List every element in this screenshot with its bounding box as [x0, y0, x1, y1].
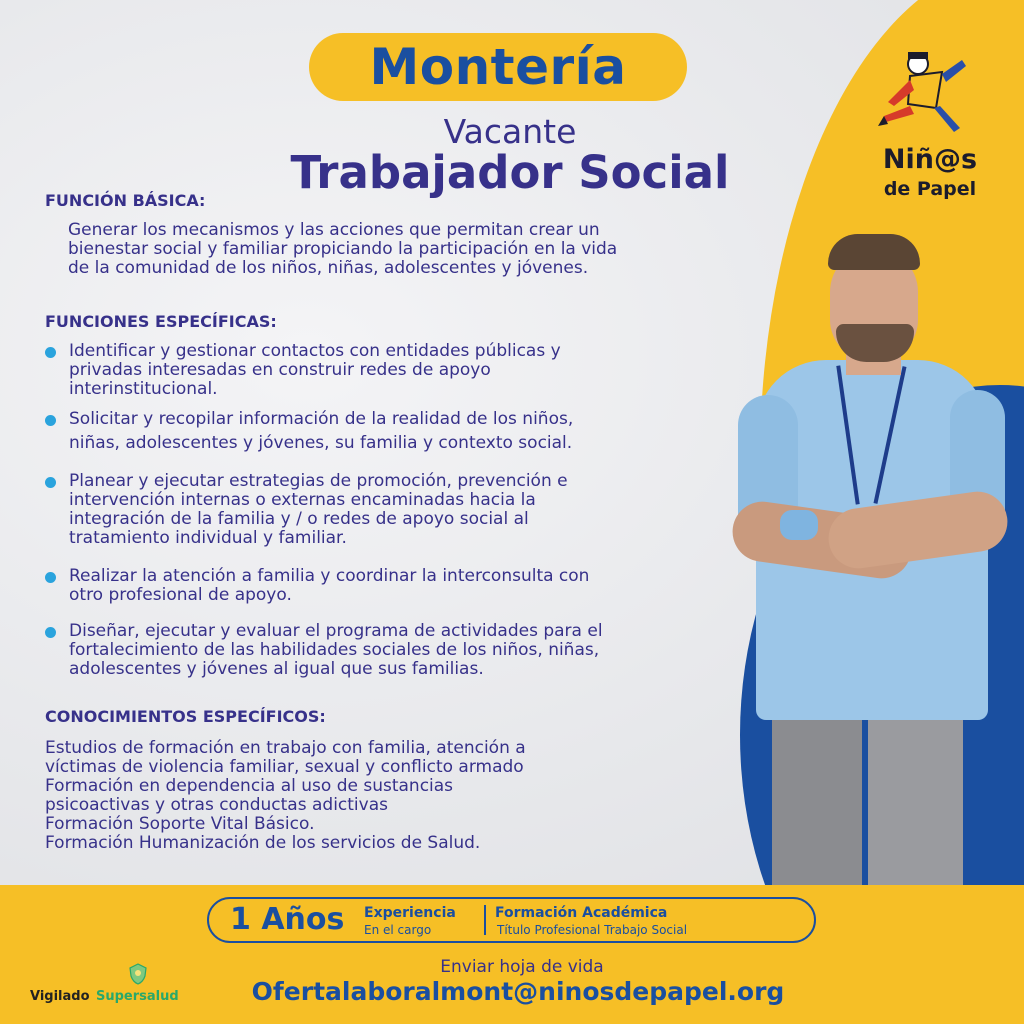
vacancy-label: Vacante [443, 112, 577, 151]
city-title: Montería [309, 33, 687, 101]
send-cv-label: Enviar hoja de vida [440, 957, 604, 977]
list-item: Diseñar, ejecutar y evaluar el programa de actividades para el fortalecimiento de las habilidades sociales de los niños, niñas, adolescentes y jóvenes al igual que sus familias. [45, 622, 745, 679]
role-title: Trabajador Social [290, 146, 730, 199]
list-item: Realizar la atención a familia y coordinar la interconsulta con otro profesional de apoyo. [45, 567, 745, 605]
pill-divider [484, 905, 486, 935]
bullet-dot-icon [45, 477, 56, 488]
contact-email-link[interactable]: Ofertalaboralmont@ninosdepapel.org [251, 977, 785, 1006]
list-item: Planear y ejecutar estrategias de promoción, prevención e intervención internas o externas encaminadas hacia la integración de la familia y / o redes de apoyo social al tratamiento individual y familiar. [45, 472, 745, 548]
basic-function-text: Generar los mecanismos y las acciones que permitan crear un bienestar social y familiar propiciando la participación en la vida de la comunidad de los niños, niñas, adolescentes y jóvenes. [68, 220, 618, 278]
supersalud-shield-icon [126, 962, 150, 986]
bullet-dot-icon [45, 572, 56, 583]
experience-subtitle: En el cargo [364, 923, 432, 937]
academic-subtitle: Título Profesional Trabajo Social [497, 923, 688, 937]
specific-functions-heading: FUNCIONES ESPECÍFICAS: [45, 312, 277, 331]
vigilado-label: Vigilado [30, 989, 90, 1004]
list-item: Identificar y gestionar contactos con entidades públicas y privadas interesadas en construir redes de apoyo interinstitucional. [45, 342, 745, 399]
logo-text-ninos: Niñ@s [882, 144, 978, 175]
knowledge-heading: CONOCIMIENTOS ESPECÍFICOS: [45, 707, 326, 726]
bullet-dot-icon [45, 627, 56, 638]
supersalud-label: Supersalud [96, 989, 179, 1004]
logo-text-de-papel: de Papel [883, 178, 977, 200]
experience-years: 1 Años [230, 902, 345, 937]
person-photo [728, 220, 1018, 885]
experience-title: Experiencia [364, 905, 456, 921]
knowledge-text: Estudios de formación en trabajo con familia, atención a víctimas de violencia familiar, sexual y conflicto armado Formación en dependencia al uso de sustancias psicoactivas y otras conductas adictivas Formación Soporte Vital Básico. Formación Humanización de los servicios de Salud. [45, 738, 526, 853]
bullet-dot-icon [45, 415, 56, 426]
basic-function-heading: FUNCIÓN BÁSICA: [45, 191, 206, 210]
ninos-de-papel-logo [870, 50, 990, 210]
list-item: Solicitar y recopilar información de la realidad de los niños, niñas, adolescentes y jóvenes, su familia y contexto social. [45, 410, 745, 453]
paper-kid-icon [870, 50, 990, 140]
academic-title: Formación Académica [495, 905, 668, 921]
bullet-dot-icon [45, 347, 56, 358]
